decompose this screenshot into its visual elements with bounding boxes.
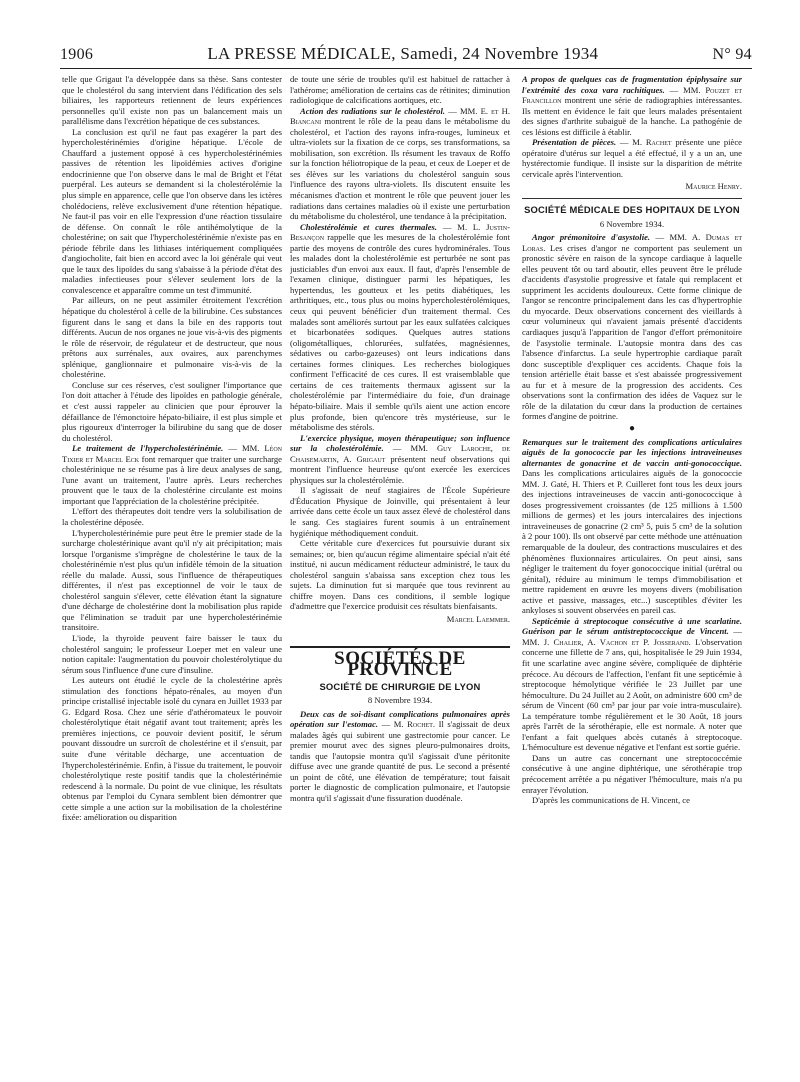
section-title: SOCIÉTÉS DE PROVINCE <box>290 646 510 675</box>
article-entry: Septicémie à streptocoque consécutive à une scarlatine. Guérison par le sérum antistreptococcique de Vincent. — MM. J. Chalier, A. Vachon et P. Josserand. L'observation concerne une fillette de 7 ans, qui, hospitalisée le 29 Juin 1934, fit une scarlatine avec angine sévère, compliquée de diphtérie précoce. Au décours de l'affection, l'enfant fit une septicémie à streptocoque hémolytique vérifiée le 23 Juillet par une hémoculture. Du 24 Juillet au 2 Août, on administre 600 cm³ de sérum de Vincent (60 cm³ par jour par voie intra-musculaire). La température tombe régulièrement et le 30 Août, 18 jours après l'arrêt de la sérothérapie, elle est normale. A noter que l'enfant a fait quelques abcès cutanés à streptocoque. L'hémoculture est devenue négative et l'enfant est sortie guérie. <box>522 615 742 753</box>
article-text: rappelle que les mesures de la cholestérolémie font partie des moyens de contrôle des cures hydrominérales. Tous les malades dont la cholestérolémie est perturbée ne sont pas justiciables d'un envoi aux eaux. Il faut, d'après l'ensemble de l'examen clinique, distinguer parmi les hépatiques, les hypertendus, les goutteux et les petits diabétiques, les arthritiques, etc., tous plus ou moins hypercholestérolémiques, ceux qui peuvent bénéficier d'un traitement thermal. Ces malades sont améliorés surtout par les eaux sulfatées calciques et bicarbonatées sodiques. Quelques autres stations (oligométalliques, chlorurées, sulfatées, magnésiennes, sédatives ou carbo-gazeuses) ont leurs indications dans certaines formes cliniques. Les recherches biologiques confirment l'efficacité de ces cures. Il est vraisemblable que certains de ces traitements thermaux agissent sur la cholestérolémie par l'intermédiaire du foie, d'un drainage hépato-biliaire. Mais il semble qu'ils aient une action encore plus profonde, bien qu'encore très mystérieuse, sur le métabolisme des stérols. <box>290 232 510 433</box>
article-text: Il s'agissait de deux malades âgés qui subirent une gastrectomie pour cancer. Le premier mourut avec des signes pleuro-pulmonaires droits, tandis que l'autopsie montra qu'il s'agissait d'une péritonite diffuse avec une grande quantité de pus. Le second a présenté un point de côté, une élévation de température; tout faisait porter le diagnostic de complication pulmonaire, et l'autopsie montra qu'il s'agissait d'une fissuration duodénale. <box>290 719 510 803</box>
article-heading: Présentation de pièces. <box>532 137 617 148</box>
paragraph: Concluse sur ces réserves, c'est souligner l'importance que l'on doit attacher à l'étude des lipoïdes en pathologie générale, et c'est aussi rappeler au clinicien que pour éprouver la défaillance de l'émonctoire hépato-biliaire, il est plus simple et plus rigoureux d'interroger la bilirubine du sang que de doser du cholestérol. <box>62 379 282 443</box>
paragraph: de toute une série de troubles qu'il est habituel de rattacher à l'athérome; amélioration de certains cas de rétinites; diminution radiologique de calcifications aortiques, etc. <box>290 74 510 106</box>
article-heading: Cholestérolémie et cures thermales. <box>300 221 438 232</box>
article-text: Les crises d'angor ne comportent pas seulement un pronostic sévère en raison de la syncope cardiaque à laquelle elles peuvent tôt ou tard aboutir, elles peuvent être le prélude d'accidents d'asystolie progressive et fatale qui remplacent et suppriment les accidents douloureux. Cette forme clinique de l'angor se rencontre principalement dans les cas d'hypertrophie du myocarde. Deux observations concernent des vieillards à cœur volumineux qui n'avaient jamais présenté d'accidents cardiaques jusqu'à l'apparition de l'angor d'effort prémonitoire de l'asystolie terminale. L'autopsie montra dans des cas l'absence d'infarctus. La seule hypertrophie cardiaque paraît donc susceptible d'expliquer ces accidents. Chaque fois la tension artérielle était basse et s'est abaissée progressivement au fur et à mesure de la progression des accidents. Ces observations sont la confirmation des idées de Vaquez sur le rôle de la dilatation du cœur dans la production de certaines formes d'angine de poitrine. <box>522 242 742 422</box>
column-1 <box>62 74 282 1074</box>
article-authors: M. L. Justin-Besançon <box>290 221 510 243</box>
article-authors: MM. J. Chalier, A. Vachon et P. Josserand. <box>522 636 691 647</box>
signature: Marcel Laemmer. <box>446 613 510 624</box>
article-entry <box>522 437 742 616</box>
article-text: montrent le rôle de la peau dans le métabolisme du cholestérol, et l'action des rayons infra-rouges, lumineux et ultra-violets sur la fixation de ce corps, ses transformations, sa mobilisation, son excrétion. Ils résument les travaux de Roffo sur la fonction héliotropique de la peau, et ceux de Loeper et de ses élèves sur les variations du cholestérol sanguin sous l'influence des rayons ultra-violets. Ils discutent ensuite les mécanismes d'action et montrent le rôle que peuvent jouer les radiations dans certaines maladies où il existe une perturbation du métabolisme du cholestérol, une tendance à la précipitation. <box>290 116 510 222</box>
paragraph: Il s'agissait de neuf stagiaires de l'École Supérieure d'Éducation Physique de Joinville, qui présentaient à leur arrivée dans cette école un taux assez élevé de cholestérol dans le sang. Ces stagiaires furent soumis à un entraînement hygiénique méthodiquement conduit. <box>290 485 510 538</box>
article-text: présente une pièce opératoire d'utérus sur lequel a été effectué, il y a un an, une hystérectomie fundique. Il insiste sur la disparition de métrite cervicale après l'intervention. <box>522 137 742 179</box>
signature: Maurice Henry. <box>685 181 742 192</box>
paragraph: Par ailleurs, on ne peut assimiler étroitement l'excrétion hépatique du cholestérol à celle de la bilirubine. Ces substances figurent dans le sang et dans la bile en des rapports tout différents. Aucun de nos organes ne joue vis-à-vis des pigments le rôle de réservoir, de régulateur et de destructeur, que nous prêtons aux surrénales, aux ovaires, aux parenchymes splénique, ganglionnaire et pulmonaire vis-à-vis de la cholestérine. <box>62 295 282 380</box>
article-entry: Le traitement de l'hypercholestérinémie. — MM. Léon Tixier et Marcel Eck font remarquer que traiter une surcharge cholestérinique ne se résume pas à lire deux analyses de sang, l'une avant un traitement, l'autre après. Leurs recherches prouvent que le taux de la cholestérine circulante est moins important que l'appréciation de la cholestérine précipitée. <box>62 443 282 506</box>
article-authors: MM. A. Dumas et Loras. <box>522 232 742 253</box>
article-entry: Cholestérolémie et cures thermales. — M. L. Justin-Besançon rappelle que les mesures de la cholestérolémie font partie des moyens de contrôle des cures hydrominérales. Tous les malades dont la cholestérolémie est perturbée ne sont pas justiciables d'un envoi aux eaux. Il faut, d'après l'ensemble de l'examen clinique, distinguer parmi les hépatiques, les hypertendus, les goutteux et les petits diabétiques, les arthritiques, etc., tous plus ou moins hypercholestérolémiques, ceux qui peuvent bénéficier d'un traitement thermal. Ces malades sont améliorés surtout par les eaux sulfatées calciques et bicarbonatées sodiques. Quelques autres stations (oligométalliques, chlorurées, sulfatées, magnésiennes, sédatives ou carbo-gazeuses) ont leurs indications dans certaines formes cliniques. Les recherches biologiques confirment l'efficacité de ces cures. Il est vraisemblable que certains de ces traitements thermaux agissent sur la cholestérolémie par l'intermédiaire du foie, d'un drainage hépato-biliaire. Mais il semble qu'ils aient une action encore plus profonde, bien qu'encore très mystérieuse, sur le métabolisme des stérols. <box>290 221 510 433</box>
article-heading: Angor prémonitoire d'asystolie. <box>532 232 651 243</box>
paragraph: telle que Grigaut l'a développée dans sa thèse. Sans contester que le cholestérol du sang intervient dans l'édification des sels biliaires, les rapporteurs retiennent de leurs expériences personnelles qu'il existe non pas un balancement mais un parallélisme dans l'excrétion hépatique de ces substances. <box>62 74 282 127</box>
article-entry: Action des radiations sur le cholestérol. — MM. E. et H. Biancani montrent le rôle de la peau dans le métabolisme du cholestérol, et l'action des rayons infra-rouges, lumineux et ultra-violets sur la fixation de ce corps, ses transformations, sa mobilisation, son excrétion. Ils résument les travaux de Roffo sur la fonction héliotropique de la peau, et ceux de Loeper et de ses élèves sur les variations du cholestérol sanguin sous l'influence des rayons ultra-violets. Ils discutent ensuite les mécanismes d'action et montrent le rôle que peuvent jouer les radiations dans certaines maladies où il existe une perturbation du métabolisme du cholestérol, une tendance à la précipitation. <box>290 105 510 222</box>
issue-number: N° 94 <box>712 46 752 63</box>
article-heading: Septicémie à streptocoque consécutive à une scarlatine. Guérison par le sérum antistreptococcique de Vincent. <box>522 615 742 637</box>
paragraph: Les auteurs ont étudié le cycle de la cholestérine après stimulation des fonctions hépato-rénales, au moyen d'un principe cristallisé injectable isolé du cynara en Juillet 1933 par G. Edgard Rosa. Chez une série d'athéromateux le pouvoir cholestérolytique était négatif avant tout traitement; après les premières injections, ce pouvoir devient positif, le sérum pouvant dissoudre un surcroît de cholestérine et il s'ensuit, par suite d'une véritable décharge, une accentuation de l'hypercholestérinémie. Enfin, à l'issue du traitement, le pouvoir cholestérolytique reste positif tandis que la cholestérinémie redescend à la normale. Du point de vue clinique, les résultats obtenus par l'emploi du Cynara semblent bien démontrer que cette simple a une action sur la mobilisation de la cholestérine fixée: amélioration ou disparition <box>62 675 282 823</box>
article-authors: MM. E. et H. Biancani <box>290 105 510 127</box>
article-entry: Deux cas de soi-disant complications pulmonaires après opération sur l'estomac. — M. Rochet. Il s'agissait de deux malades âgés qui subirent une gastrectomie pour cancer. Le premier mourut avec des signes pleuro-pulmonaires droits, tandis que l'autopsie montra qu'il s'agissait d'une péritonite diffuse avec une grande quantité de pus. Le second a présenté un point de côté, une élévation de température; tout faisait porter le diagnostic de complication pulmonaire, et l'autopsie montra qu'il s'agissait d'une fissuration duodénale. <box>290 708 510 803</box>
article-heading: L'exercice physique, moyen thérapeutique; son influence sur la cholestérolémie. <box>290 432 510 454</box>
article-authors: MM. Pouzet et Francillon <box>522 84 742 106</box>
section-divider <box>522 198 742 199</box>
header-rule <box>60 68 752 69</box>
article-entry: Angor prémonitoire d'asystolie. — MM. A. Dumas et Loras. Les crises d'angor ne comportent pas seulement un pronostic sévère en raison de la syncope cardiaque à laquelle elles peuvent tôt ou tard aboutir, elles peuvent être le prélude d'accidents d'asystolie progressive et fatale qui remplacent et suppriment les accidents douloureux. Cette forme clinique de l'angor se rencontre principalement dans les cas d'hypertrophie du myocarde. Deux observations concernent des vieillards à cœur volumineux qui n'avaient jamais présenté d'accidents cardiaques jusqu'à l'apparition de l'angor d'effort prémonitoire de l'asystolie terminale. L'autopsie montra dans des cas l'absence d'infarctus. La seule hypertrophie cardiaque paraît donc susceptible d'expliquer ces accidents. Chaque fois la tension artérielle était basse et s'est abaissée progressivement au fur et à mesure de la progression des accidents. Ces observations sont la confirmation des idées de Vaquez sur le rôle de la dilatation du cœur dans la production de certaines formes d'angine de poitrine. <box>522 232 742 422</box>
paragraph: La conclusion est qu'il ne faut pas exagérer la part des hypercholestérinémies d'origine hépatique. L'école de Chauffard a justement opposé à ces hypercholestérinémies passives de rétention les lipoïdémies actives d'origine endocrinienne que l'on observe dans le mal de Bright et l'état puerpéral. Les auteurs se demandent si la cholestérolémie la plus simple en apparence, celle que l'on observe dans les ictères cholédociens, relève exclusivement d'une rétention hépatique. Ne faut-il pas voir en elle l'expression d'une réaction tissulaire de défense. On connaît le rôle antihémolytique de la cholestérine; on sait que l'hypercholestérinémie n'existe pas en période fébrile dans les lithiases intériquement compliquées d'angiocholite, fait bien en accord avec la loi générale qui veut que le taux des lipoïdes du sang s'abaisse à la période d'état des maladies infectieuses pour s'élever seulement lors de la convalescence et apparaître comme un test d'immunité. <box>62 126 282 295</box>
paragraph: L'hypercholestérinémie pure peut être le premier stade de la surcharge cholestérinique avant qu'il n'y ait précipitation; mais lorsque l'organisme s'imprègne de cholestérine le taux de la cholestérinémie n'est plus qu'un infidèle témoin de la situation réelle du malade. Aussi, sous l'influence de thérapeutiques différentes, il n'est pas exceptionnel de voir le taux de cholestérol sanguin s'élever, cette élévation étant la signature d'une décharge de cholestérine dont la mobilisation plus rapide que l'élimination se traduit par une hypercholestérinémie transitoire. <box>62 527 282 633</box>
article-entry: A propos de quelques cas de fragmentation épiphysaire sur l'extrémité des coxa vara rachitiques. — MM. Pouzet et Francillon montrent une série de radiographies intéressantes. Ils mettent en évidence le fait que leurs malades présentaient des signes d'arthrite subaiguë de la hanche. La pathogénie de ces lésions est difficile à établir. <box>522 74 742 137</box>
issue-date: Samedi, 24 Novembre 1934 <box>400 44 599 63</box>
article-entry: Présentation de pièces. — M. Rachet présente une pièce opératoire d'utérus sur lequel a été effectué, il y a un an, une hystérectomie fundique. Il insiste sur la disparition de métrite cervicale après l'intervention. <box>522 137 742 179</box>
article-heading: Remarques sur le traitement des complications articulaires aiguës de la gonococcie par les injections intraveineuses alternantes de gonacrine et de vaccin anti-gonococcique. <box>522 436 742 468</box>
page-header <box>60 44 752 68</box>
article-authors: M. Rochet. <box>393 719 436 730</box>
journal-title <box>207 44 598 64</box>
meeting-date: 8 Novembre 1934. <box>367 695 433 706</box>
meeting-date: 6 Novembre 1934. <box>599 218 665 229</box>
paragraph: L'iode, la thyroïde peuvent faire baisser le taux du cholestérol sanguin; le professeur Loeper met en valeur une notion capitale: l'augmentation du pouvoir cholestérolytique du sérum sous l'influence d'une cure d'insuline. <box>62 632 282 675</box>
article-heading: A propos de quelques cas de fragmentation épiphysaire sur l'extrémité des coxa vara rachitiques. <box>522 74 742 95</box>
column-3 <box>522 74 742 1074</box>
article-heading: Action des radiations sur le cholestérol. <box>300 105 446 116</box>
article-heading: Deux cas de soi-disant complications pulmonaires après opération sur l'estomac. <box>290 708 510 730</box>
article-text: Dans les complications articulaires aiguës de la gonococcie MM. J. Gaté, H. Thiers et P. Cuilleret font tous les deux jours des injections intraveineuses de vaccin anti-gonococcique à doses progressivement croissantes (de 125 millions à 1.500 millions de germes) et les jours intercalaires des injections intraveineuses de gonacrine (2 cm³ 5, puis 5 cm³ de la solution à 2 pour 100). Ils ont observé par cette méthode une atténuation remarquable de la douleur, des contractions musculaires et des phénomènes fluxionnaires articulaires. On peut ainsi, sans négliger le traitement du foyer gonococcique initial (urétral ou génital), réduire au minimum le temps d'immobilisation et mettre rapidement en œuvre les moyens divers (mobilisation active et passive, massages, etc...) susceptibles d'éviter les ankyloses si souvent observées en pareil cas. <box>522 468 742 616</box>
page-number: 1906 <box>60 46 94 63</box>
article-authors: MM. Léon Tixier et Marcel Eck <box>62 443 282 464</box>
paragraph: D'après les communications de H. Vincent, ce <box>532 795 690 806</box>
article-text: font remarquer que traiter une surcharge cholestérinique ne se résume pas à lire deux analyses de sang, l'une avant un traitement, l'autre après. Leurs recherches prouvent que le taux de la cholestérine circulante est moins important que l'appréciation de la cholestérine précipitée. <box>62 453 282 506</box>
article-text: montrent une série de radiographies intéressantes. Ils mettent en évidence le fait que leurs malades présentaient des signes d'arthrite subaiguë de la hanche. La pathogénie de ces lésions est difficile à établir. <box>522 95 742 137</box>
society-title: SOCIÉTÉ MÉDICALE DES HOPITAUX DE LYON <box>524 204 740 216</box>
article-authors: MM. Guy Laroche, de Chaisemartin, A. Grigaut <box>290 443 510 464</box>
paragraph: Dans un autre cas concernant une streptococcémie consécutive à une angine diphtérique, une sérothérapie trop précocement arrêtée a pu négativer l'hémoculture, mais n'a pu enrayer l'évolution. <box>522 752 742 795</box>
column-2 <box>290 74 510 1074</box>
article-entry: L'exercice physique, moyen thérapeutique; son influence sur la cholestérolémie. — MM. Guy Laroche, de Chaisemartin, A. Grigaut présentent neuf observations qui montrent l'influence heureuse qu'ont exercée les exercices physiques sur la cholestérolémie. <box>290 432 510 485</box>
paragraph: L'effort des thérapeutes doit tendre vers la solubilisation de la cholestérine déposée. <box>62 506 282 527</box>
society-title: SOCIÉTÉ DE CHIRURGIE DE LYON <box>319 680 481 692</box>
article-heading: Le traitement de l'hypercholestérinémie. <box>72 443 224 454</box>
journal-name: LA PRESSE MÉDICALE, <box>207 44 396 63</box>
paragraph: Cette véritable cure d'exercices fut poursuivie durant six semaines; or, bien qu'aucun régime alimentaire spécial n'ait été institué, ni aucun médicament réducteur administré, le taux du cholestérol sanguin s'abaissa sans exception chez tous les sujets. La diminution fut si marquée que tous revinrent au chiffre moyen. Dans ces conditions, il semble logique d'admettre que l'exercice produisit ces résultats bienfaisants. <box>290 538 510 612</box>
article-authors: M. Rachet <box>632 137 672 148</box>
article-text: L'observation concerne une fillette de 7 ans, qui, hospitalisée le 29 Juin 1934, fit une scarlatine avec angine sévère, compliquée de diphtérie précoce. Au décours de l'affection, l'enfant fit une septicémie à streptocoque hémolytique vérifiée le 23 Juillet par une hémoculture. Du 24 Juillet au 2 Août, on administre 600 cm³ de sérum de Vincent (60 cm³ par jour par voie intra-musculaire). La température tombe régulièrement et le 30 Août, 18 jours après l'arrêt de la sérothérapie, elle est normale. A noter que l'enfant a fait quelques abcès cutanés à streptocoque. L'hémoculture est devenue négative et l'enfant est sortie guérie. <box>522 636 742 753</box>
bullet-ornament: ● <box>628 422 636 434</box>
article-text: présentent neuf observations qui montrent l'influence heureuse qu'ont exercée les exercices physiques sur la cholestérolémie. <box>290 453 510 485</box>
